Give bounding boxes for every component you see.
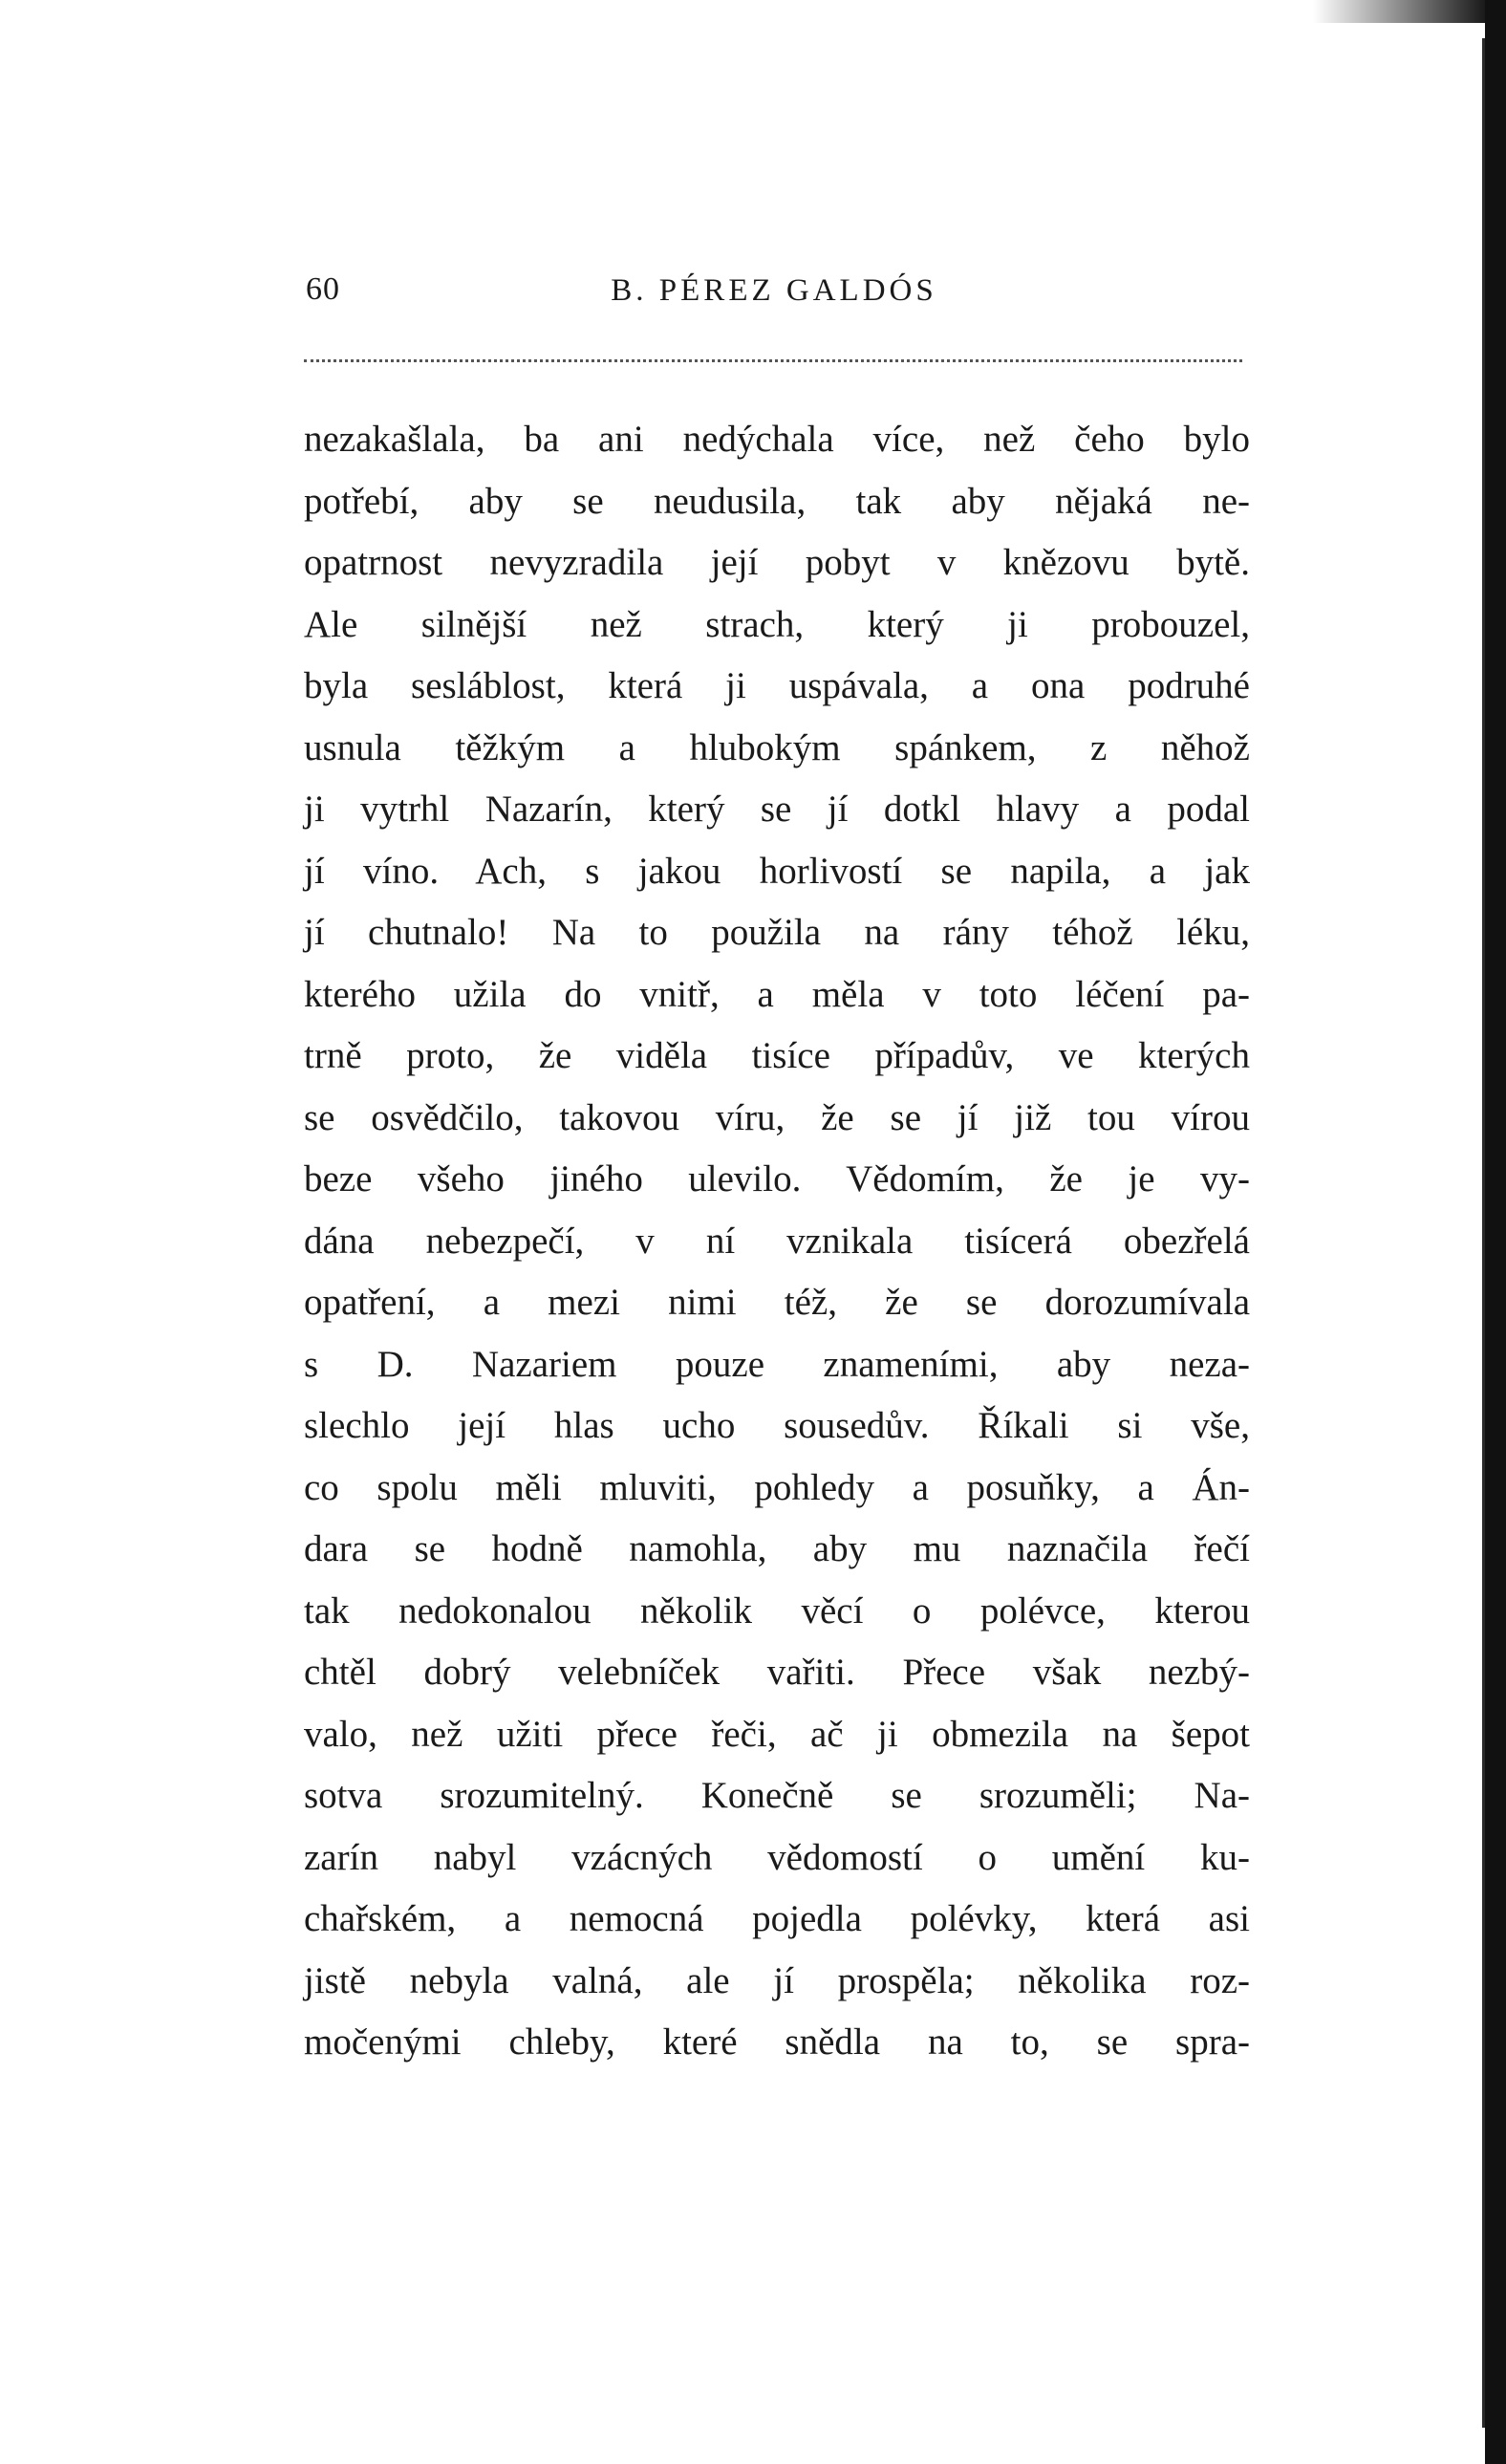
text-line: dara se hodně namohla, aby mu naznačila řečí <box>304 1528 1250 1569</box>
text-line: močenými chleby, které snědla na to, se spra- <box>304 2021 1250 2063</box>
text-line: byla sesláblost, která ji uspávala, a ona podruhé <box>304 665 1250 706</box>
text-line: beze všeho jiného ulevilo. Vědomím, že je vy- <box>304 1158 1250 1200</box>
text-line: chařském, a nemocná pojedla polévky, která asi <box>304 1898 1250 1939</box>
scan-edge-right <box>1485 0 1506 2464</box>
text-line: ji vytrhl Nazarín, který se jí dotkl hlavy a podal <box>304 789 1250 830</box>
scan-edge-top <box>1313 0 1485 23</box>
text-line: co spolu měli mluviti, pohledy a posuňky, a Án- <box>304 1466 1250 1508</box>
text-line: opatření, a mezi nimi též, že se dorozumívala <box>304 1282 1250 1323</box>
text-line: trně proto, že viděla tisíce případův, ve kterých <box>304 1035 1250 1076</box>
text-line: chtěl dobrý velebníček vařiti. Přece však nezbý- <box>304 1652 1250 1693</box>
page-number: 60 <box>306 271 340 307</box>
text-line: jí víno. Ach, s jakou horlivostí se napila, a jak <box>304 850 1250 892</box>
page-header <box>306 271 1242 319</box>
body-text <box>304 409 1250 2074</box>
text-line: sotva srozumitelný. Konečně se srozuměli; Na- <box>304 1775 1250 1816</box>
text-line: potřebí, aby se neudusila, tak aby nějaká ne- <box>304 480 1250 522</box>
running-head: B. PÉREZ GALDÓS <box>611 273 937 308</box>
text-line: Ale silnější než strach, který ji probouzel, <box>304 603 1250 645</box>
text-line: dána nebezpečí, v ní vznikala tisícerá obezřelá <box>304 1220 1250 1262</box>
text-line: kterého užila do vnitř, a měla v toto léčení pa- <box>304 973 1250 1015</box>
header-rule <box>304 359 1242 362</box>
text-line: usnula těžkým a hlubokým spánkem, z něhož <box>304 726 1250 768</box>
text-line: jí chutnalo! Na to použila na rány téhož léku, <box>304 912 1250 953</box>
text-line: nezakašlala, ba ani nedýchala více, než čeho bylo <box>304 419 1250 460</box>
text-line: opatrnost nevyzradila její pobyt v knězovu bytě. <box>304 542 1250 583</box>
text-line: valo, než užiti přece řeči, ač ji obmezila na šepot <box>304 1713 1250 1755</box>
text-line: slechlo její hlas ucho sousedův. Říkali si vše, <box>304 1405 1250 1446</box>
text-line: jistě nebyla valná, ale jí prospěla; několika roz- <box>304 1959 1250 2001</box>
text-line: se osvědčilo, takovou víru, že se jí již tou vírou <box>304 1096 1250 1138</box>
text-line: tak nedokonalou několik věcí o polévce, kterou <box>304 1589 1250 1632</box>
text-line: zarín nabyl vzácných vědomostí o umění ku- <box>304 1836 1250 1878</box>
text-line: s D. Nazariem pouze znameními, aby neza- <box>304 1343 1250 1385</box>
